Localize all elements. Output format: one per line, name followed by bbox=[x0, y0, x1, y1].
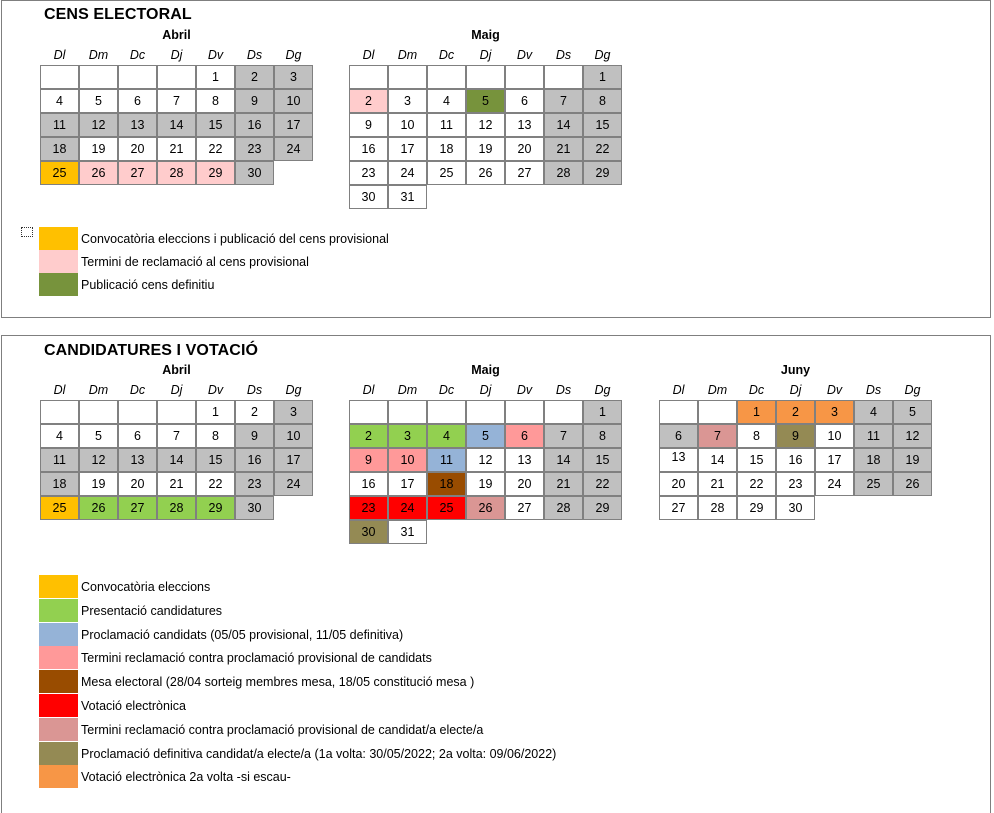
day-cell: 29 bbox=[196, 496, 235, 520]
weekday-header: Dm bbox=[88, 383, 109, 397]
legend-swatch bbox=[39, 718, 78, 741]
day-cell: 11 bbox=[40, 448, 79, 472]
day-cell: 16 bbox=[349, 137, 388, 161]
day-cell: 27 bbox=[505, 496, 544, 520]
legend-swatch bbox=[39, 742, 78, 765]
day-cell: 8 bbox=[583, 424, 622, 448]
day-cell: 13 bbox=[505, 448, 544, 472]
day-cell: 3 bbox=[815, 400, 854, 424]
legend-label: Votació electrònica bbox=[81, 699, 186, 713]
day-cell: 27 bbox=[118, 161, 157, 185]
day-cell: 15 bbox=[583, 448, 622, 472]
day-cell: 4 bbox=[854, 400, 893, 424]
weekday-header: Dg bbox=[594, 383, 611, 397]
day-cell: 10 bbox=[274, 89, 313, 113]
weekday-header: Dc bbox=[129, 383, 146, 397]
weekday-header: Dv bbox=[207, 383, 224, 397]
day-cell: 15 bbox=[196, 448, 235, 472]
day-cell: 18 bbox=[427, 472, 466, 496]
day-cell: 2 bbox=[235, 400, 274, 424]
legend-label: Termini reclamació contra proclamació provisional de candidats bbox=[81, 651, 432, 665]
day-cell: 4 bbox=[427, 424, 466, 448]
day-cell: 6 bbox=[505, 89, 544, 113]
legend-swatch bbox=[39, 623, 78, 646]
day-cell: 25 bbox=[854, 472, 893, 496]
day-cell: 25 bbox=[40, 161, 79, 185]
day-cell: 14 bbox=[544, 448, 583, 472]
day-cell: 25 bbox=[40, 496, 79, 520]
weekday-header: Dg bbox=[285, 48, 302, 62]
day-cell: 5 bbox=[893, 400, 932, 424]
weekday-header: Dl bbox=[53, 48, 66, 62]
day-cell: 2 bbox=[776, 400, 815, 424]
empty-day-cell bbox=[388, 65, 427, 89]
day-cell: 19 bbox=[466, 472, 505, 496]
weekday-header: Dg bbox=[594, 48, 611, 62]
weekday-header: Dg bbox=[904, 383, 921, 397]
day-cell: 4 bbox=[427, 89, 466, 113]
weekday-header: Dm bbox=[88, 48, 109, 62]
day-cell: 30 bbox=[235, 161, 274, 185]
day-cell: 13 bbox=[659, 448, 698, 472]
day-cell: 14 bbox=[544, 113, 583, 137]
day-cell: 7 bbox=[698, 424, 737, 448]
day-cell: 23 bbox=[235, 472, 274, 496]
day-cell: 23 bbox=[349, 496, 388, 520]
day-cell: 12 bbox=[79, 448, 118, 472]
weekday-header: Ds bbox=[246, 48, 263, 62]
weekday-header: Dm bbox=[397, 48, 418, 62]
day-cell: 18 bbox=[40, 137, 79, 161]
day-cell: 28 bbox=[698, 496, 737, 520]
day-cell: 15 bbox=[737, 448, 776, 472]
day-cell: 20 bbox=[505, 472, 544, 496]
day-cell: 16 bbox=[235, 448, 274, 472]
month-title-abril: Abril bbox=[162, 363, 191, 377]
legend-swatch bbox=[39, 765, 78, 788]
day-cell: 26 bbox=[79, 496, 118, 520]
day-cell: 30 bbox=[349, 520, 388, 544]
day-cell: 26 bbox=[893, 472, 932, 496]
day-cell: 10 bbox=[388, 448, 427, 472]
day-cell: 19 bbox=[893, 448, 932, 472]
day-cell: 20 bbox=[659, 472, 698, 496]
day-cell: 21 bbox=[157, 472, 196, 496]
empty-day-cell bbox=[544, 400, 583, 424]
weekday-header: Dv bbox=[207, 48, 224, 62]
day-cell: 11 bbox=[40, 113, 79, 137]
day-cell: 30 bbox=[776, 496, 815, 520]
day-cell: 13 bbox=[505, 113, 544, 137]
empty-day-cell bbox=[79, 400, 118, 424]
weekday-header: Dl bbox=[53, 383, 66, 397]
day-cell: 22 bbox=[196, 472, 235, 496]
weekday-header: Dc bbox=[748, 383, 765, 397]
empty-day-cell bbox=[79, 65, 118, 89]
day-cell: 20 bbox=[118, 472, 157, 496]
weekday-header: Dm bbox=[397, 383, 418, 397]
day-cell: 11 bbox=[427, 113, 466, 137]
day-cell: 12 bbox=[466, 113, 505, 137]
weekday-header: Ds bbox=[865, 383, 882, 397]
legend-label: Mesa electoral (28/04 sorteig membres mesa, 18/05 constitució mesa ) bbox=[81, 675, 475, 689]
day-cell: 27 bbox=[118, 496, 157, 520]
day-cell: 26 bbox=[79, 161, 118, 185]
day-cell: 5 bbox=[466, 89, 505, 113]
weekday-header: Dj bbox=[479, 48, 492, 62]
weekday-header: Dj bbox=[170, 383, 183, 397]
day-cell: 24 bbox=[815, 472, 854, 496]
day-cell: 16 bbox=[776, 448, 815, 472]
day-cell: 3 bbox=[274, 65, 313, 89]
section-title: CENS ELECTORAL bbox=[44, 6, 192, 23]
selection-handle-icon bbox=[21, 227, 33, 237]
legend-label: Proclamació candidats (05/05 provisional, 11/05 definitiva) bbox=[81, 628, 404, 642]
day-cell: 20 bbox=[505, 137, 544, 161]
section-title: CANDIDATURES I VOTACIÓ bbox=[44, 342, 259, 359]
day-cell: 11 bbox=[854, 424, 893, 448]
day-cell: 14 bbox=[157, 113, 196, 137]
empty-day-cell bbox=[659, 400, 698, 424]
day-cell: 19 bbox=[79, 137, 118, 161]
day-cell: 26 bbox=[466, 496, 505, 520]
month-title-maig: Maig bbox=[471, 28, 500, 42]
day-cell: 8 bbox=[196, 424, 235, 448]
day-cell: 27 bbox=[505, 161, 544, 185]
day-cell: 9 bbox=[235, 424, 274, 448]
empty-day-cell bbox=[40, 400, 79, 424]
legend-label: Termini de reclamació al cens provisional bbox=[81, 255, 309, 269]
day-cell: 29 bbox=[583, 161, 622, 185]
day-cell: 19 bbox=[466, 137, 505, 161]
weekday-header: Dv bbox=[516, 383, 533, 397]
day-cell: 1 bbox=[196, 400, 235, 424]
day-cell: 12 bbox=[893, 424, 932, 448]
legend-swatch bbox=[39, 694, 78, 717]
day-cell: 16 bbox=[349, 472, 388, 496]
legend-swatch bbox=[39, 227, 78, 250]
day-cell: 13 bbox=[118, 448, 157, 472]
day-cell: 7 bbox=[544, 424, 583, 448]
day-cell: 28 bbox=[544, 161, 583, 185]
day-cell: 1 bbox=[583, 400, 622, 424]
legend-label: Termini reclamació contra proclamació provisional de candidat/a electe/a bbox=[81, 723, 484, 737]
day-cell: 17 bbox=[274, 448, 313, 472]
day-cell: 8 bbox=[583, 89, 622, 113]
day-cell: 27 bbox=[659, 496, 698, 520]
empty-day-cell bbox=[349, 400, 388, 424]
day-cell: 14 bbox=[698, 448, 737, 472]
legend-swatch bbox=[39, 575, 78, 598]
legend-swatch bbox=[39, 273, 78, 296]
day-cell: 12 bbox=[466, 448, 505, 472]
day-cell: 6 bbox=[118, 424, 157, 448]
legend-label: Proclamació definitiva candidat/a electe/a (1a volta: 30/05/2022; 2a volta: 09/06/2022) bbox=[81, 747, 557, 761]
day-cell: 21 bbox=[544, 472, 583, 496]
empty-day-cell bbox=[118, 65, 157, 89]
day-cell: 28 bbox=[544, 496, 583, 520]
day-cell: 26 bbox=[466, 161, 505, 185]
day-cell: 4 bbox=[40, 424, 79, 448]
day-cell: 5 bbox=[79, 424, 118, 448]
day-cell: 15 bbox=[196, 113, 235, 137]
weekday-header: Dj bbox=[170, 48, 183, 62]
legend-swatch bbox=[39, 599, 78, 622]
day-cell: 25 bbox=[427, 161, 466, 185]
weekday-header: Dl bbox=[362, 383, 375, 397]
day-cell: 9 bbox=[349, 113, 388, 137]
day-cell: 17 bbox=[388, 137, 427, 161]
legend-label: Publicació cens definitiu bbox=[81, 278, 215, 292]
day-cell: 20 bbox=[118, 137, 157, 161]
day-cell: 24 bbox=[388, 161, 427, 185]
month-title-juny: Juny bbox=[780, 363, 811, 377]
empty-day-cell bbox=[427, 65, 466, 89]
weekday-header: Dc bbox=[129, 48, 146, 62]
day-cell: 25 bbox=[427, 496, 466, 520]
weekday-header: Dj bbox=[479, 383, 492, 397]
day-cell: 8 bbox=[737, 424, 776, 448]
day-cell: 18 bbox=[427, 137, 466, 161]
empty-day-cell bbox=[388, 400, 427, 424]
weekday-header: Dg bbox=[285, 383, 302, 397]
day-cell: 21 bbox=[157, 137, 196, 161]
day-cell: 9 bbox=[776, 424, 815, 448]
empty-day-cell bbox=[505, 400, 544, 424]
day-cell: 7 bbox=[157, 89, 196, 113]
day-cell: 30 bbox=[349, 185, 388, 209]
day-cell: 22 bbox=[583, 137, 622, 161]
weekday-header: Dl bbox=[672, 383, 685, 397]
day-cell: 23 bbox=[349, 161, 388, 185]
day-cell: 29 bbox=[737, 496, 776, 520]
day-cell: 21 bbox=[698, 472, 737, 496]
weekday-header: Dv bbox=[516, 48, 533, 62]
empty-day-cell bbox=[466, 65, 505, 89]
weekday-header: Ds bbox=[555, 383, 572, 397]
day-cell: 2 bbox=[235, 65, 274, 89]
weekday-header: Dc bbox=[438, 383, 455, 397]
day-cell: 22 bbox=[583, 472, 622, 496]
day-cell: 29 bbox=[583, 496, 622, 520]
weekday-header: Dc bbox=[438, 48, 455, 62]
day-cell: 9 bbox=[349, 448, 388, 472]
day-cell: 1 bbox=[737, 400, 776, 424]
day-cell: 30 bbox=[235, 496, 274, 520]
day-cell: 17 bbox=[274, 113, 313, 137]
empty-day-cell bbox=[544, 65, 583, 89]
day-cell: 6 bbox=[505, 424, 544, 448]
day-cell: 7 bbox=[544, 89, 583, 113]
day-cell: 28 bbox=[157, 496, 196, 520]
day-cell: 11 bbox=[427, 448, 466, 472]
month-title-abril: Abril bbox=[162, 28, 191, 42]
day-cell: 12 bbox=[79, 113, 118, 137]
empty-day-cell bbox=[349, 65, 388, 89]
day-cell: 4 bbox=[40, 89, 79, 113]
day-cell: 16 bbox=[235, 113, 274, 137]
legend-label: Convocatòria eleccions bbox=[81, 580, 211, 594]
day-cell: 1 bbox=[583, 65, 622, 89]
day-cell: 19 bbox=[79, 472, 118, 496]
day-cell: 18 bbox=[40, 472, 79, 496]
day-cell: 23 bbox=[776, 472, 815, 496]
day-cell: 2 bbox=[349, 89, 388, 113]
legend-swatch bbox=[39, 670, 78, 693]
day-cell: 5 bbox=[79, 89, 118, 113]
month-title-maig: Maig bbox=[471, 363, 500, 377]
day-cell: 6 bbox=[118, 89, 157, 113]
day-cell: 15 bbox=[583, 113, 622, 137]
day-cell: 31 bbox=[388, 520, 427, 544]
day-cell: 29 bbox=[196, 161, 235, 185]
day-cell: 13 bbox=[118, 113, 157, 137]
weekday-header: Ds bbox=[246, 383, 263, 397]
empty-day-cell bbox=[427, 400, 466, 424]
day-cell: 10 bbox=[815, 424, 854, 448]
empty-day-cell bbox=[157, 65, 196, 89]
day-cell: 10 bbox=[274, 424, 313, 448]
day-cell: 28 bbox=[157, 161, 196, 185]
legend-label: Votació electrònica 2a volta -si escau- bbox=[81, 770, 291, 784]
legend-swatch bbox=[39, 646, 78, 669]
empty-day-cell bbox=[157, 400, 196, 424]
day-cell: 23 bbox=[235, 137, 274, 161]
empty-day-cell bbox=[505, 65, 544, 89]
day-cell: 14 bbox=[157, 448, 196, 472]
day-cell: 21 bbox=[544, 137, 583, 161]
empty-day-cell bbox=[466, 400, 505, 424]
legend-label: Presentació candidatures bbox=[81, 604, 223, 618]
day-cell: 22 bbox=[737, 472, 776, 496]
legend-label: Convocatòria eleccions i publicació del cens provisional bbox=[81, 232, 389, 246]
day-cell: 22 bbox=[196, 137, 235, 161]
day-cell: 1 bbox=[196, 65, 235, 89]
day-cell: 2 bbox=[349, 424, 388, 448]
day-cell: 9 bbox=[235, 89, 274, 113]
day-cell: 10 bbox=[388, 113, 427, 137]
weekday-header: Ds bbox=[555, 48, 572, 62]
empty-day-cell bbox=[118, 400, 157, 424]
day-cell: 24 bbox=[274, 472, 313, 496]
day-cell: 6 bbox=[659, 424, 698, 448]
empty-day-cell bbox=[698, 400, 737, 424]
legend-swatch bbox=[39, 250, 78, 273]
empty-day-cell bbox=[40, 65, 79, 89]
day-cell: 8 bbox=[196, 89, 235, 113]
day-cell: 3 bbox=[274, 400, 313, 424]
day-cell: 24 bbox=[388, 496, 427, 520]
day-cell: 18 bbox=[854, 448, 893, 472]
day-cell: 31 bbox=[388, 185, 427, 209]
weekday-header: Dm bbox=[707, 383, 728, 397]
weekday-header: Dl bbox=[362, 48, 375, 62]
day-cell: 17 bbox=[388, 472, 427, 496]
day-cell: 5 bbox=[466, 424, 505, 448]
day-cell: 3 bbox=[388, 89, 427, 113]
day-cell: 17 bbox=[815, 448, 854, 472]
weekday-header: Dj bbox=[789, 383, 802, 397]
day-cell: 7 bbox=[157, 424, 196, 448]
day-cell: 24 bbox=[274, 137, 313, 161]
day-cell: 3 bbox=[388, 424, 427, 448]
weekday-header: Dv bbox=[826, 383, 843, 397]
